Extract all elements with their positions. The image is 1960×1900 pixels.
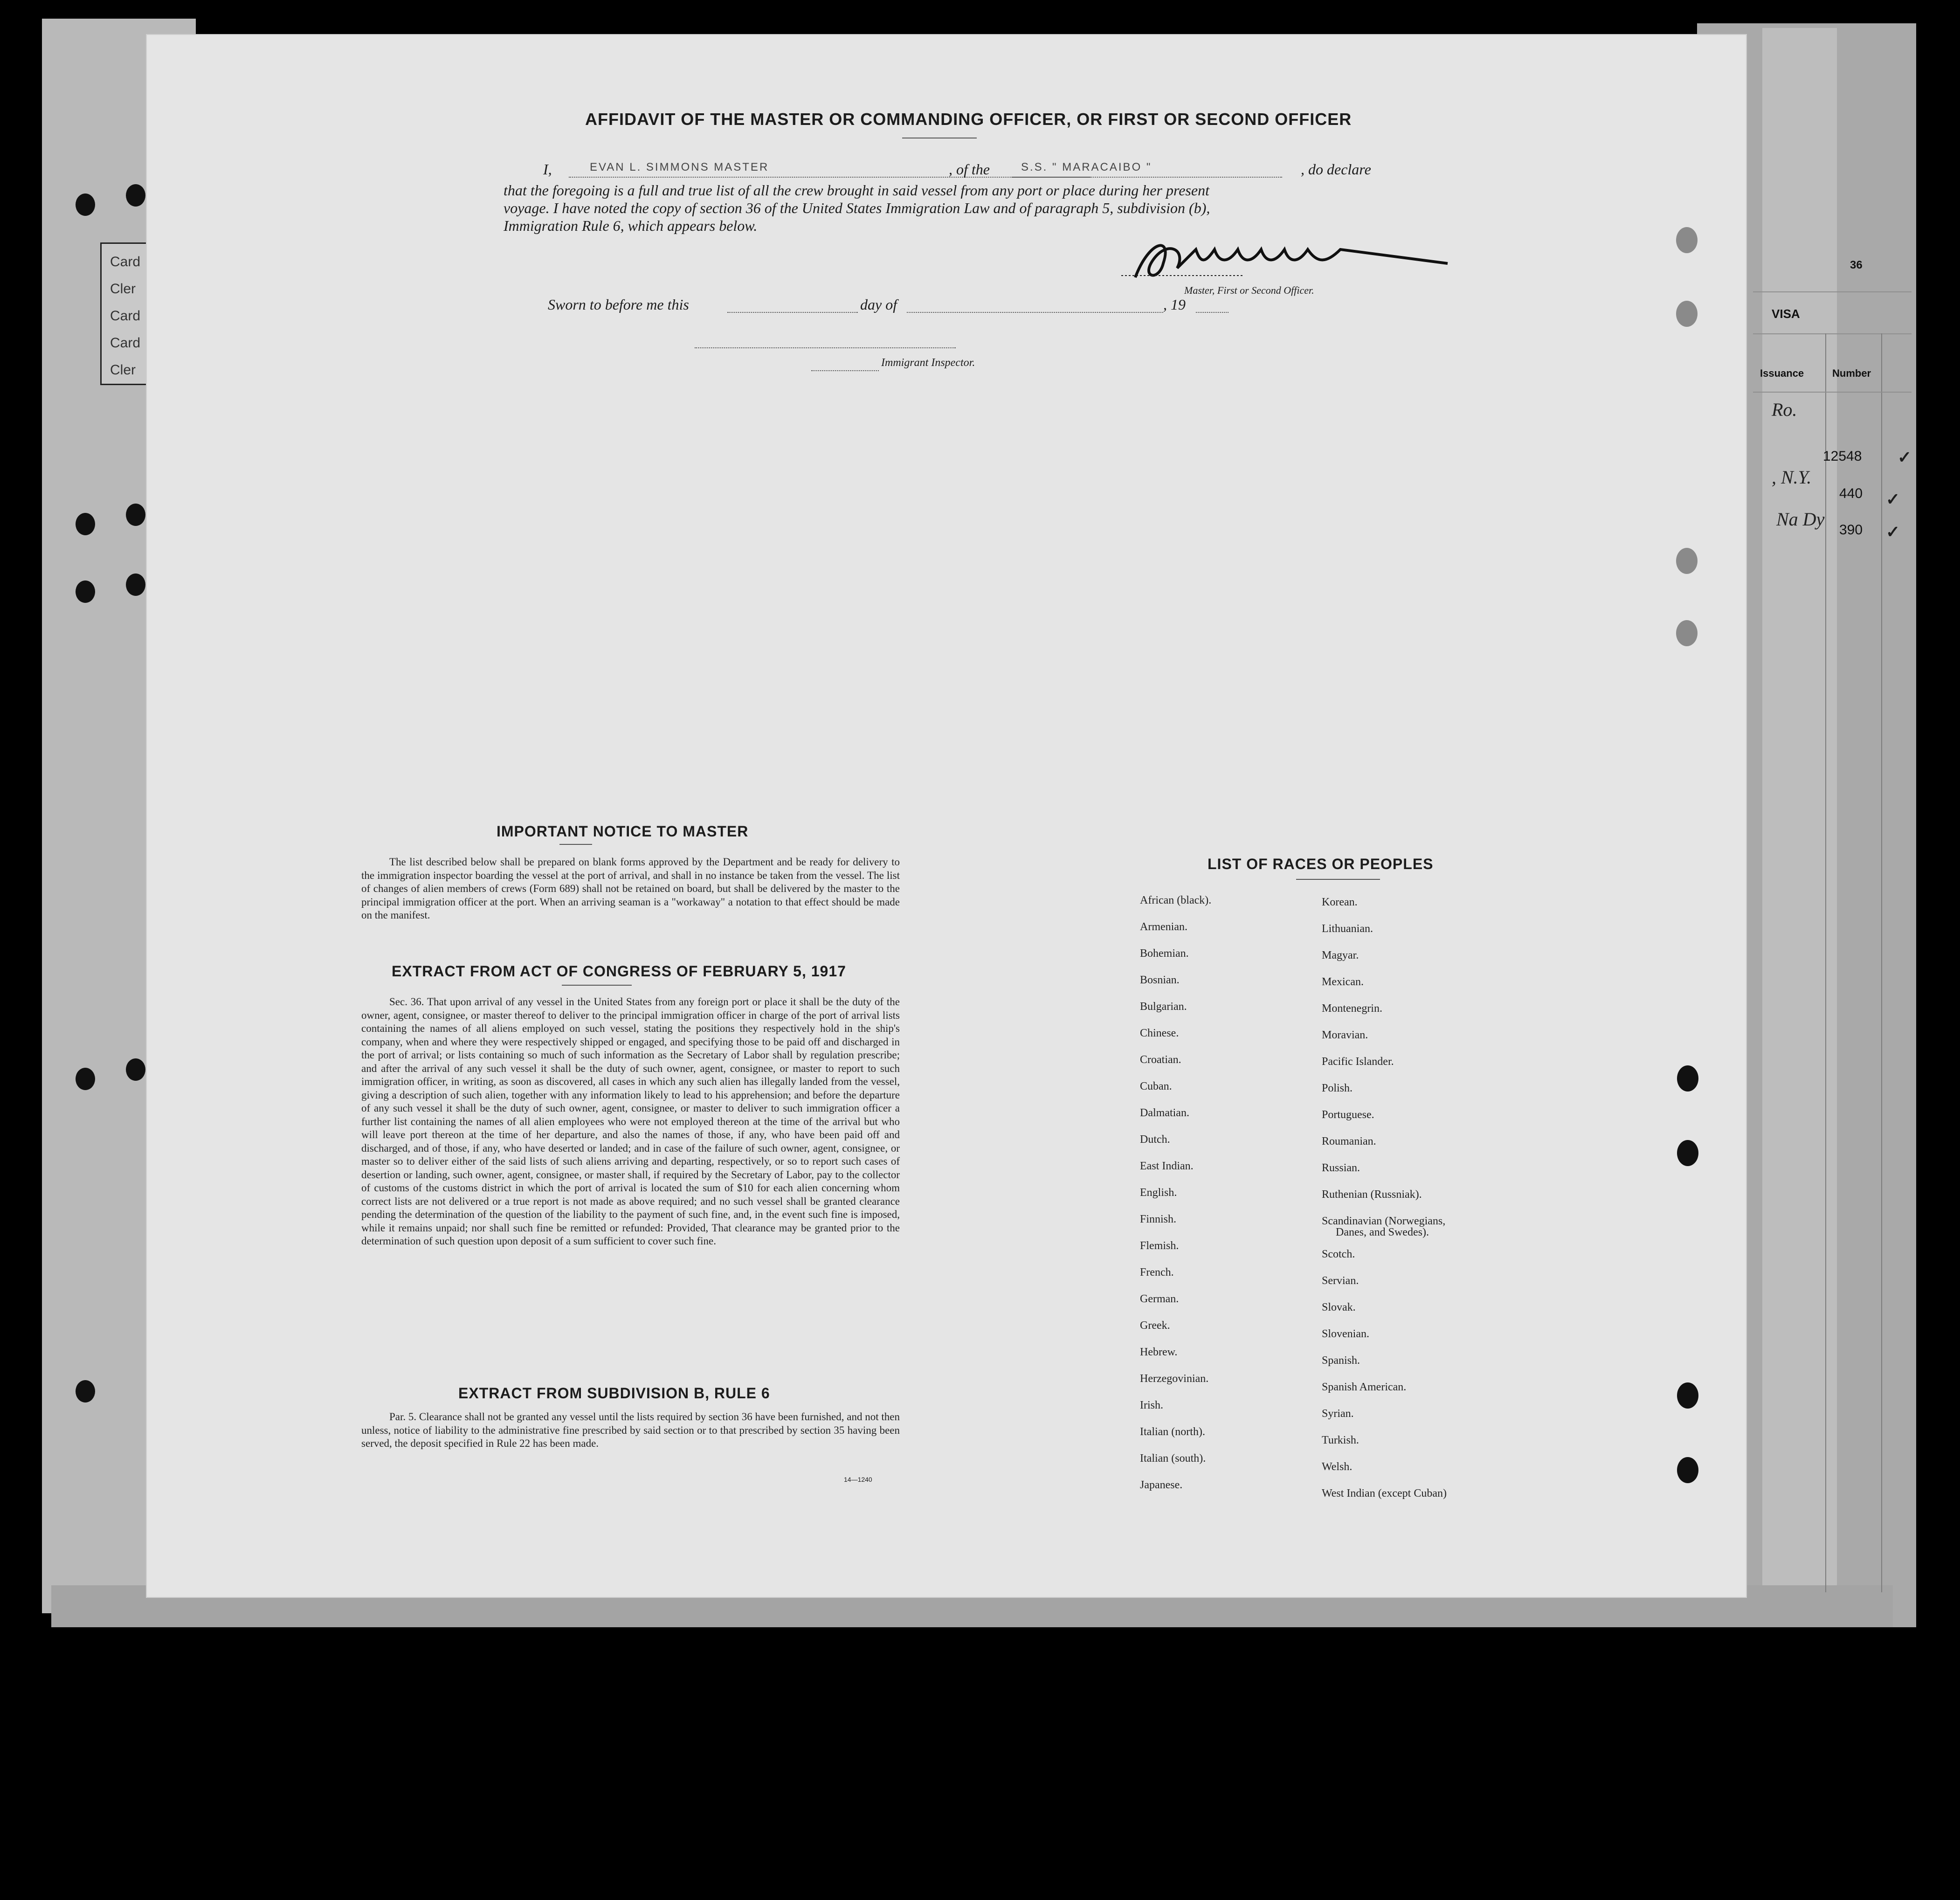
extract-rule-text: Par. 5. Clearance shall not be granted any vessel until the lists required by section 36 have been furnished, and not then unless, notice of liability to the administrative fine prescribed by said section or to that prescribed by section 35 having been served, the deposit specified in Rule 22 has been made. (361, 1411, 900, 1449)
punch-hole (1677, 1140, 1698, 1166)
notice-text: The list described below shall be prepared on blank forms approved by the Department and be ready for delivery to the immigration inspector boarding the vessel at the port of arrival, and shall in no instance be taken from the vessel. The list of changes of alien members of crews (Form 689) shall not be retained on board, but shall be delivered by the master to the principal immigration officer at the port. When an arriving seaman is a "workaway" a notation to that effect should be made on the manifest. (361, 856, 900, 921)
check-mark-icon: ✓ (1886, 523, 1900, 541)
race-item: Italian (north). (1140, 1426, 1205, 1438)
punch-hole (1676, 620, 1698, 646)
races-title: LIST OF RACES OR PEOPLES (1208, 856, 1434, 872)
punch-hole (1677, 1382, 1698, 1409)
race-item: Irish. (1140, 1399, 1163, 1411)
affidavit-line: voyage. I have noted the copy of section 36 of the United States Immigration Law and of paragraph 5, subdivision (b), (504, 200, 1210, 216)
underlying-col-divider (1881, 333, 1882, 1592)
punch-hole (1676, 301, 1698, 327)
race-item: German. (1140, 1293, 1179, 1305)
check-mark-icon: ✓ (1898, 448, 1912, 467)
race-item: Magyar. (1322, 949, 1359, 961)
form-code: 14—1240 (844, 1476, 872, 1483)
race-item: Polish. (1322, 1082, 1353, 1094)
underlying-col-number: Number (1832, 367, 1871, 379)
race-item: West Indian (except Cuban) (1322, 1487, 1447, 1499)
underlying-card-box (100, 242, 154, 385)
underlying-label: Cler (110, 281, 136, 297)
extract-act-text: Sec. 36. That upon arrival of any vessel in the United States from any foreign port or place it shall be the duty of the owner, agent, consignee, or master thereof to deliver to the principal immigration officer in charge of the port of arrival lists containing the names of all aliens employed on such vessel, stating the positions they respectively hold in the ship's company, when and where they were respectively shipped or engaged, and specifying those to be paid off and discharged in the port of arrival; or lists containing so much of such information as the Secretary of Labor shall by regulation prescribe; and after the arrival of any such vessel it shall be the duty of such owner, agent, consignee, or master to report to such immigration officer, in writing, as soon as discovered, all cases in which any such alien has illegally landed from the vessel, giving a description of such alien, together with any information likely to lead to his apprehension; and before the departure of any such vessel it shall be the duty of such owner, agent, consignee, or master to deliver to such immigration officer a further list containing the names of all alien employees who were not employed thereon at the time of the arrival but who will leave port thereon at the time of her departure, and also the names of those, if any, who have been paid off and discharged, and of those, if any, who have deserted or landed; and in case of the failure of such owner, agent, consignee, or master so to deliver either of the said lists of such aliens arriving and departing, respectively, or so to report such cases of desertion or landing, such owner, agent, consignee, or master shall, if required by the Secretary of Labor, pay to the collector of customs of the customs district in which the port of arrival is located the sum of $10 for each alien concerning whom correct lists are not delivered or a true report is not made as above required; and no such vessel shall be granted clearance pending the determination of the question of the liability to the payment of such fine, and, in the event such fine is imposed, while it remains unpaid; nor shall such fine be remitted or refunded: Provided, That clearance may be granted prior to the determination of such question upon deposit of a sum sufficient to cover such fine. (361, 996, 900, 1247)
underlying-label: Card (110, 308, 141, 324)
extract-act-underline (562, 985, 632, 986)
underlying-rule (1753, 333, 1912, 334)
race-item: Portuguese. (1322, 1109, 1374, 1121)
race-item: Servian. (1322, 1275, 1359, 1287)
affidavit-of-the: , of the (949, 161, 990, 178)
affidavit-declare: , do declare (1301, 161, 1371, 178)
underlying-handwriting: , N.Y. (1772, 467, 1812, 488)
race-item: Ruthenian (Russniak). (1322, 1188, 1422, 1201)
underlying-number: 440 (1839, 486, 1863, 501)
signature-caption: Master, First or Second Officer. (1184, 284, 1314, 296)
race-item: Slovenian. (1322, 1328, 1369, 1340)
race-item: Italian (south). (1140, 1452, 1206, 1465)
punch-hole (126, 504, 145, 526)
punch-hole (1676, 548, 1698, 574)
inspector-caption: Immigrant Inspector. (881, 357, 975, 369)
sworn-prefix: Sworn to before me this (548, 296, 689, 313)
race-item: Bosnian. (1140, 974, 1180, 986)
race-item: Montenegrin. (1322, 1002, 1382, 1015)
race-item: Bohemian. (1140, 947, 1189, 960)
race-item: Chinese. (1140, 1027, 1179, 1039)
punch-hole (76, 513, 95, 535)
race-item: Bulgarian. (1140, 1001, 1187, 1013)
affidavit-prefix: I, (543, 161, 552, 178)
master-name: EVAN L. SIMMONS MASTER (590, 161, 769, 173)
race-item: Scandinavian (Norwegians, (1322, 1215, 1446, 1227)
sworn-year: , 19 (1163, 296, 1186, 313)
race-item: Moravian. (1322, 1029, 1368, 1041)
race-item: Armenian. (1140, 921, 1187, 933)
underlying-col-divider (1825, 333, 1826, 1592)
punch-hole (1677, 1065, 1698, 1092)
punch-hole (1676, 227, 1698, 253)
race-item: Welsh. (1322, 1461, 1353, 1473)
race-item: Croatian. (1140, 1054, 1181, 1066)
race-item: Flemish. (1140, 1240, 1179, 1252)
sworn-month-field (907, 296, 1163, 313)
race-item: Dalmatian. (1140, 1107, 1189, 1119)
vessel-name: S.S. " MARACAIBO " (1021, 161, 1152, 173)
race-item: Scotch. (1322, 1248, 1355, 1260)
punch-hole (76, 1068, 95, 1090)
underlying-page-number: 36 (1850, 259, 1863, 271)
inspector-signature-field (695, 338, 956, 348)
race-item: Danes, and Swedes). (1336, 1226, 1429, 1238)
race-item: Hebrew. (1140, 1346, 1178, 1358)
underlying-rule (1753, 392, 1912, 393)
punch-hole (76, 1380, 95, 1403)
sworn-year-field (1196, 296, 1228, 313)
underlying-handwriting: Ro. (1772, 399, 1797, 420)
race-item: Lithuanian. (1322, 923, 1373, 935)
race-item: Russian. (1322, 1162, 1360, 1174)
race-item: Spanish. (1322, 1354, 1360, 1367)
underlying-visa-header: VISA (1772, 307, 1800, 321)
punch-hole (76, 193, 95, 216)
underlying-label: Card (110, 254, 141, 269)
underlying-rule (1753, 291, 1912, 292)
race-item: Roumanian. (1322, 1135, 1376, 1147)
race-item: English. (1140, 1187, 1177, 1199)
race-item: Dutch. (1140, 1133, 1170, 1146)
punch-hole (1677, 1457, 1698, 1483)
affidavit-title: AFFIDAVIT OF THE MASTER OR COMMANDING OFFICER, OR FIRST OR SECOND OFFICER (585, 110, 1352, 129)
race-item: Greek. (1140, 1320, 1170, 1332)
race-item: East Indian. (1140, 1160, 1194, 1172)
race-item: Herzegovinian. (1140, 1373, 1209, 1385)
race-item: Pacific Islander. (1322, 1056, 1394, 1068)
race-item: Cuban. (1140, 1080, 1172, 1092)
race-item: Slovak. (1322, 1301, 1356, 1313)
race-item: French. (1140, 1266, 1174, 1278)
underlying-col-issuance: Issuance (1760, 367, 1804, 379)
race-item: Turkish. (1322, 1434, 1359, 1446)
master-signature (1121, 231, 1466, 291)
race-item: African (black). (1140, 894, 1212, 906)
inspector-dots (811, 354, 879, 371)
affidavit-page (147, 35, 1746, 1597)
punch-hole (126, 184, 145, 207)
extract-act-title: EXTRACT FROM ACT OF CONGRESS OF FEBRUARY 5, 1917 (392, 963, 846, 980)
punch-hole (126, 573, 145, 596)
underlying-label: Card (110, 335, 141, 351)
underlying-number: 12548 (1823, 449, 1862, 464)
notice-title: IMPORTANT NOTICE TO MASTER (497, 823, 749, 840)
affidavit-line: that the foregoing is a full and true list of all the crew brought in said vessel from any port or place during her present (504, 182, 1209, 199)
extract-rule-title: EXTRACT FROM SUBDIVISION B, RULE 6 (458, 1385, 770, 1402)
punch-hole (126, 1058, 145, 1081)
sworn-day-of: day of (860, 296, 897, 313)
punch-hole (76, 580, 95, 603)
race-item: Spanish American. (1322, 1381, 1407, 1393)
race-item: Syrian. (1322, 1408, 1354, 1420)
races-underline (1296, 879, 1380, 880)
affidavit-line: Immigration Rule 6, which appears below. (504, 217, 758, 234)
underlying-handwriting: Na Dy (1776, 509, 1825, 530)
vessel-field (1012, 161, 1282, 178)
sworn-day-field (727, 296, 858, 313)
check-mark-icon: ✓ (1886, 490, 1900, 509)
race-item: Japanese. (1140, 1479, 1183, 1491)
race-item: Finnish. (1140, 1213, 1177, 1225)
underlying-number: 390 (1839, 522, 1863, 538)
race-item: Korean. (1322, 896, 1358, 908)
underlying-label: Cler (110, 362, 136, 378)
notice-underline (559, 844, 592, 845)
race-item: Mexican. (1322, 976, 1364, 988)
